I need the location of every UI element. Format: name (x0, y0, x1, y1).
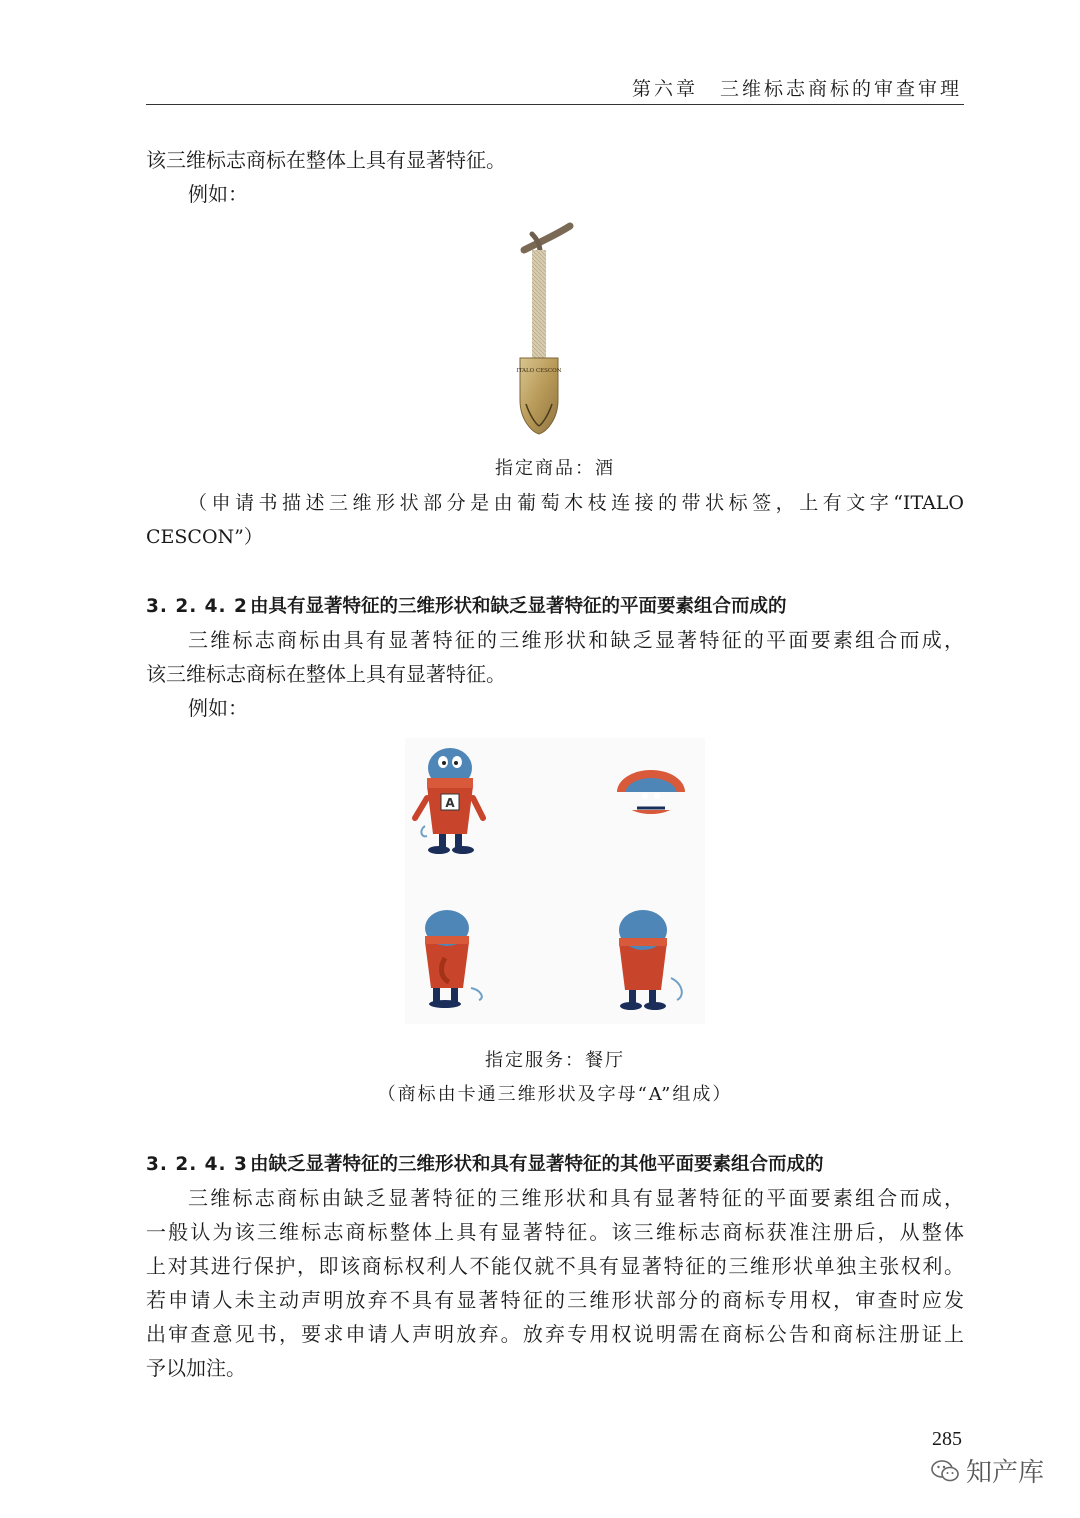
cartoon-character-trademark-figure (405, 738, 705, 1024)
character-top-view (617, 770, 685, 814)
figure1-caption: 指定商品：酒 (495, 458, 615, 479)
chapter-title: 第六章 三维标志商标的审查审理 (631, 78, 962, 100)
example-label: 例如： (188, 182, 248, 206)
paragraph-line: 三维标志商标由缺乏显著特征的三维形状和具有显著特征的平面要素组合而成， (188, 1186, 964, 1210)
section-number: 3. 2. 4. 2 (146, 596, 248, 617)
figure2-caption: 指定服务：餐厅 (485, 1050, 625, 1071)
ribbon-strap (532, 250, 546, 360)
vine-branch (524, 226, 570, 252)
paragraph-line: 该三维标志商标在整体上具有显著特征。 (146, 662, 506, 686)
watermark-text: 知产库 (965, 1458, 1044, 1488)
paragraph-line: 予以加注。 (146, 1356, 246, 1380)
page-number: 285 (932, 1428, 962, 1450)
running-header (146, 74, 964, 105)
paragraph-line: 一般认为该三维标志商标整体上具有显著特征。该三维标志商标获准注册后，从整体 (146, 1220, 964, 1244)
paragraph-line: 三维标志商标由具有显著特征的三维形状和缺乏显著特征的平面要素组合而成， (188, 628, 964, 652)
paragraph-line: 该三维标志商标在整体上具有显著特征。 (146, 148, 506, 172)
section-heading-3-2-4-2 (146, 592, 787, 618)
section-heading-3-2-4-3 (146, 1150, 824, 1176)
section-title: 由缺乏显著特征的三维形状和具有显著特征的其他平面要素组合而成的 (250, 1154, 824, 1175)
section-title: 由具有显著特征的三维形状和缺乏显著特征的平面要素组合而成的 (250, 596, 787, 617)
watermark (930, 1452, 1044, 1489)
wine-label-trademark-figure (510, 220, 590, 436)
paragraph-line: 上对其进行保护，即该商标权利人不能仅就不具有显著特征的三维形状单独主张权利。 (146, 1254, 964, 1278)
example-label: 例如： (188, 696, 248, 720)
figure1-note-line2: CESCON”） (146, 526, 263, 548)
figure2-note: （商标由卡通三维形状及字母“A”组成） (377, 1084, 733, 1105)
wechat-icon (930, 1458, 960, 1484)
label-text: ITALO CESCON (516, 368, 562, 374)
section-number: 3. 2. 4. 3 (146, 1154, 248, 1175)
figure1-note-line1: （申请书描述三维形状部分是由葡萄木枝连接的带状标签，上有文字“ITALO (188, 492, 964, 514)
paragraph-line: 若申请人未主动声明放弃不具有显著特征的三维形状部分的商标专用权，审查时应发 (146, 1288, 964, 1312)
paragraph-line: 出审查意见书，要求申请人声明放弃。放弃专用权说明需在商标公告和商标注册证上 (146, 1322, 964, 1346)
letter-a-mark: A (445, 796, 455, 810)
